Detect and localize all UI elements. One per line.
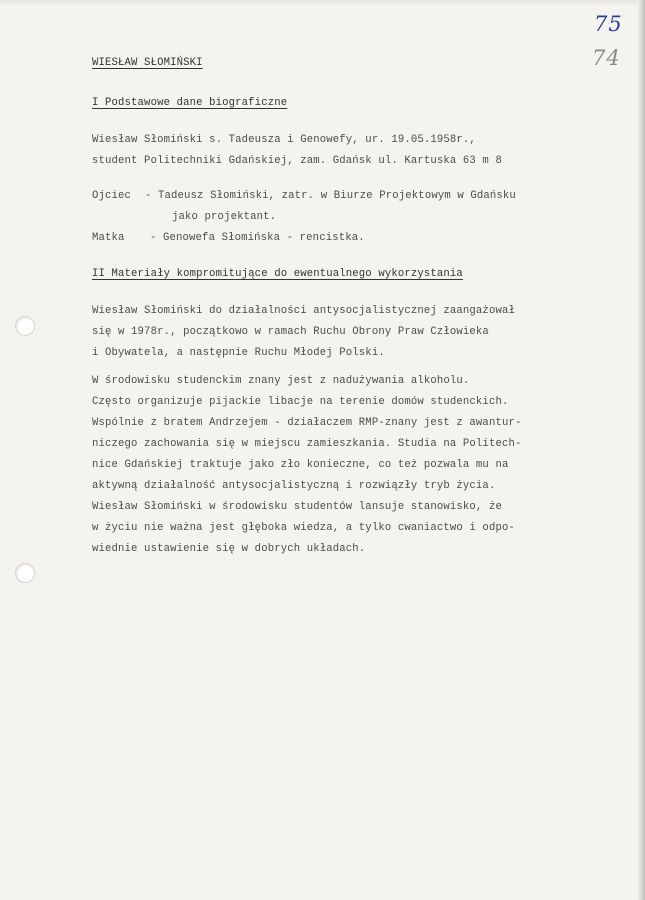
section1-heading: I Podstawowe dane biograficzne xyxy=(92,97,288,109)
paragraph1-line-3: i Obywatela, a następnie Ruchu Młodej Polski. xyxy=(92,347,385,359)
paragraph1-line-2: się w 1978r., początkowo w ramach Ruchu Obrony Praw Człowieka xyxy=(92,326,489,338)
handwritten-page-number-pencil: 74 xyxy=(592,46,621,70)
section2-heading: II Materiały kompromitujące do ewentualnego wykorzystania xyxy=(92,268,463,280)
document-title: WIESŁAW SŁOMIŃSKI xyxy=(92,57,203,69)
paragraph2-line-9: wiednie ustawienie się w dobrych układach. xyxy=(92,543,366,555)
paragraph2-line-3: Wspólnie z bratem Andrzejem - działaczem RMP-znany jest z awantur- xyxy=(92,417,522,429)
paragraph2-line-6: aktywną działalność antysocjalistyczną i rozwiązły tryb życia. xyxy=(92,480,496,492)
father-line-1: - Tadeusz Słomiński, zatr. w Biurze Projektowym w Gdańsku xyxy=(145,190,516,202)
paragraph1-line-1: Wiesław Słomiński do działalności antysocjalistycznej zaangażował xyxy=(92,305,515,317)
punch-hole-top xyxy=(15,316,35,336)
mother-label: Matka xyxy=(92,232,125,244)
paragraph2-line-5: nice Gdańskiej traktuje jako zło konieczne, co też pozwala mu na xyxy=(92,459,509,471)
identity-line-2: student Politechniki Gdańskiej, zam. Gdańsk ul. Kartuska 63 m 8 xyxy=(92,155,502,167)
handwritten-page-number-ink: 75 xyxy=(594,12,623,36)
paragraph2-line-8: w życiu nie ważna jest głęboka wiedza, a tylko cwaniactwo i odpo- xyxy=(92,522,515,534)
paragraph2-line-1: W środowisku studenckim znany jest z nadużywania alkoholu. xyxy=(92,375,470,387)
father-label: Ojciec xyxy=(92,190,132,202)
page-right-edge xyxy=(637,0,645,900)
mother-line-1: - Genowefa Słomińska - rencistka. xyxy=(150,232,365,244)
paragraph2-line-7: Wiesław Słomiński w środowisku studentów lansuje stanowisko, że xyxy=(92,501,502,513)
identity-line-1: Wiesław Słomiński s. Tadeusza i Genowefy, ur. 19.05.1958r., xyxy=(92,134,476,146)
punch-hole-bottom xyxy=(15,563,35,583)
father-line-2: jako projektant. xyxy=(172,211,277,223)
paragraph2-line-4: niczego zachowania się w miejscu zamieszkania. Studia na Politech- xyxy=(92,438,522,450)
page-top-shadow xyxy=(0,0,645,6)
paragraph2-line-2: Często organizuje pijackie libacje na terenie domów studenckich. xyxy=(92,396,509,408)
